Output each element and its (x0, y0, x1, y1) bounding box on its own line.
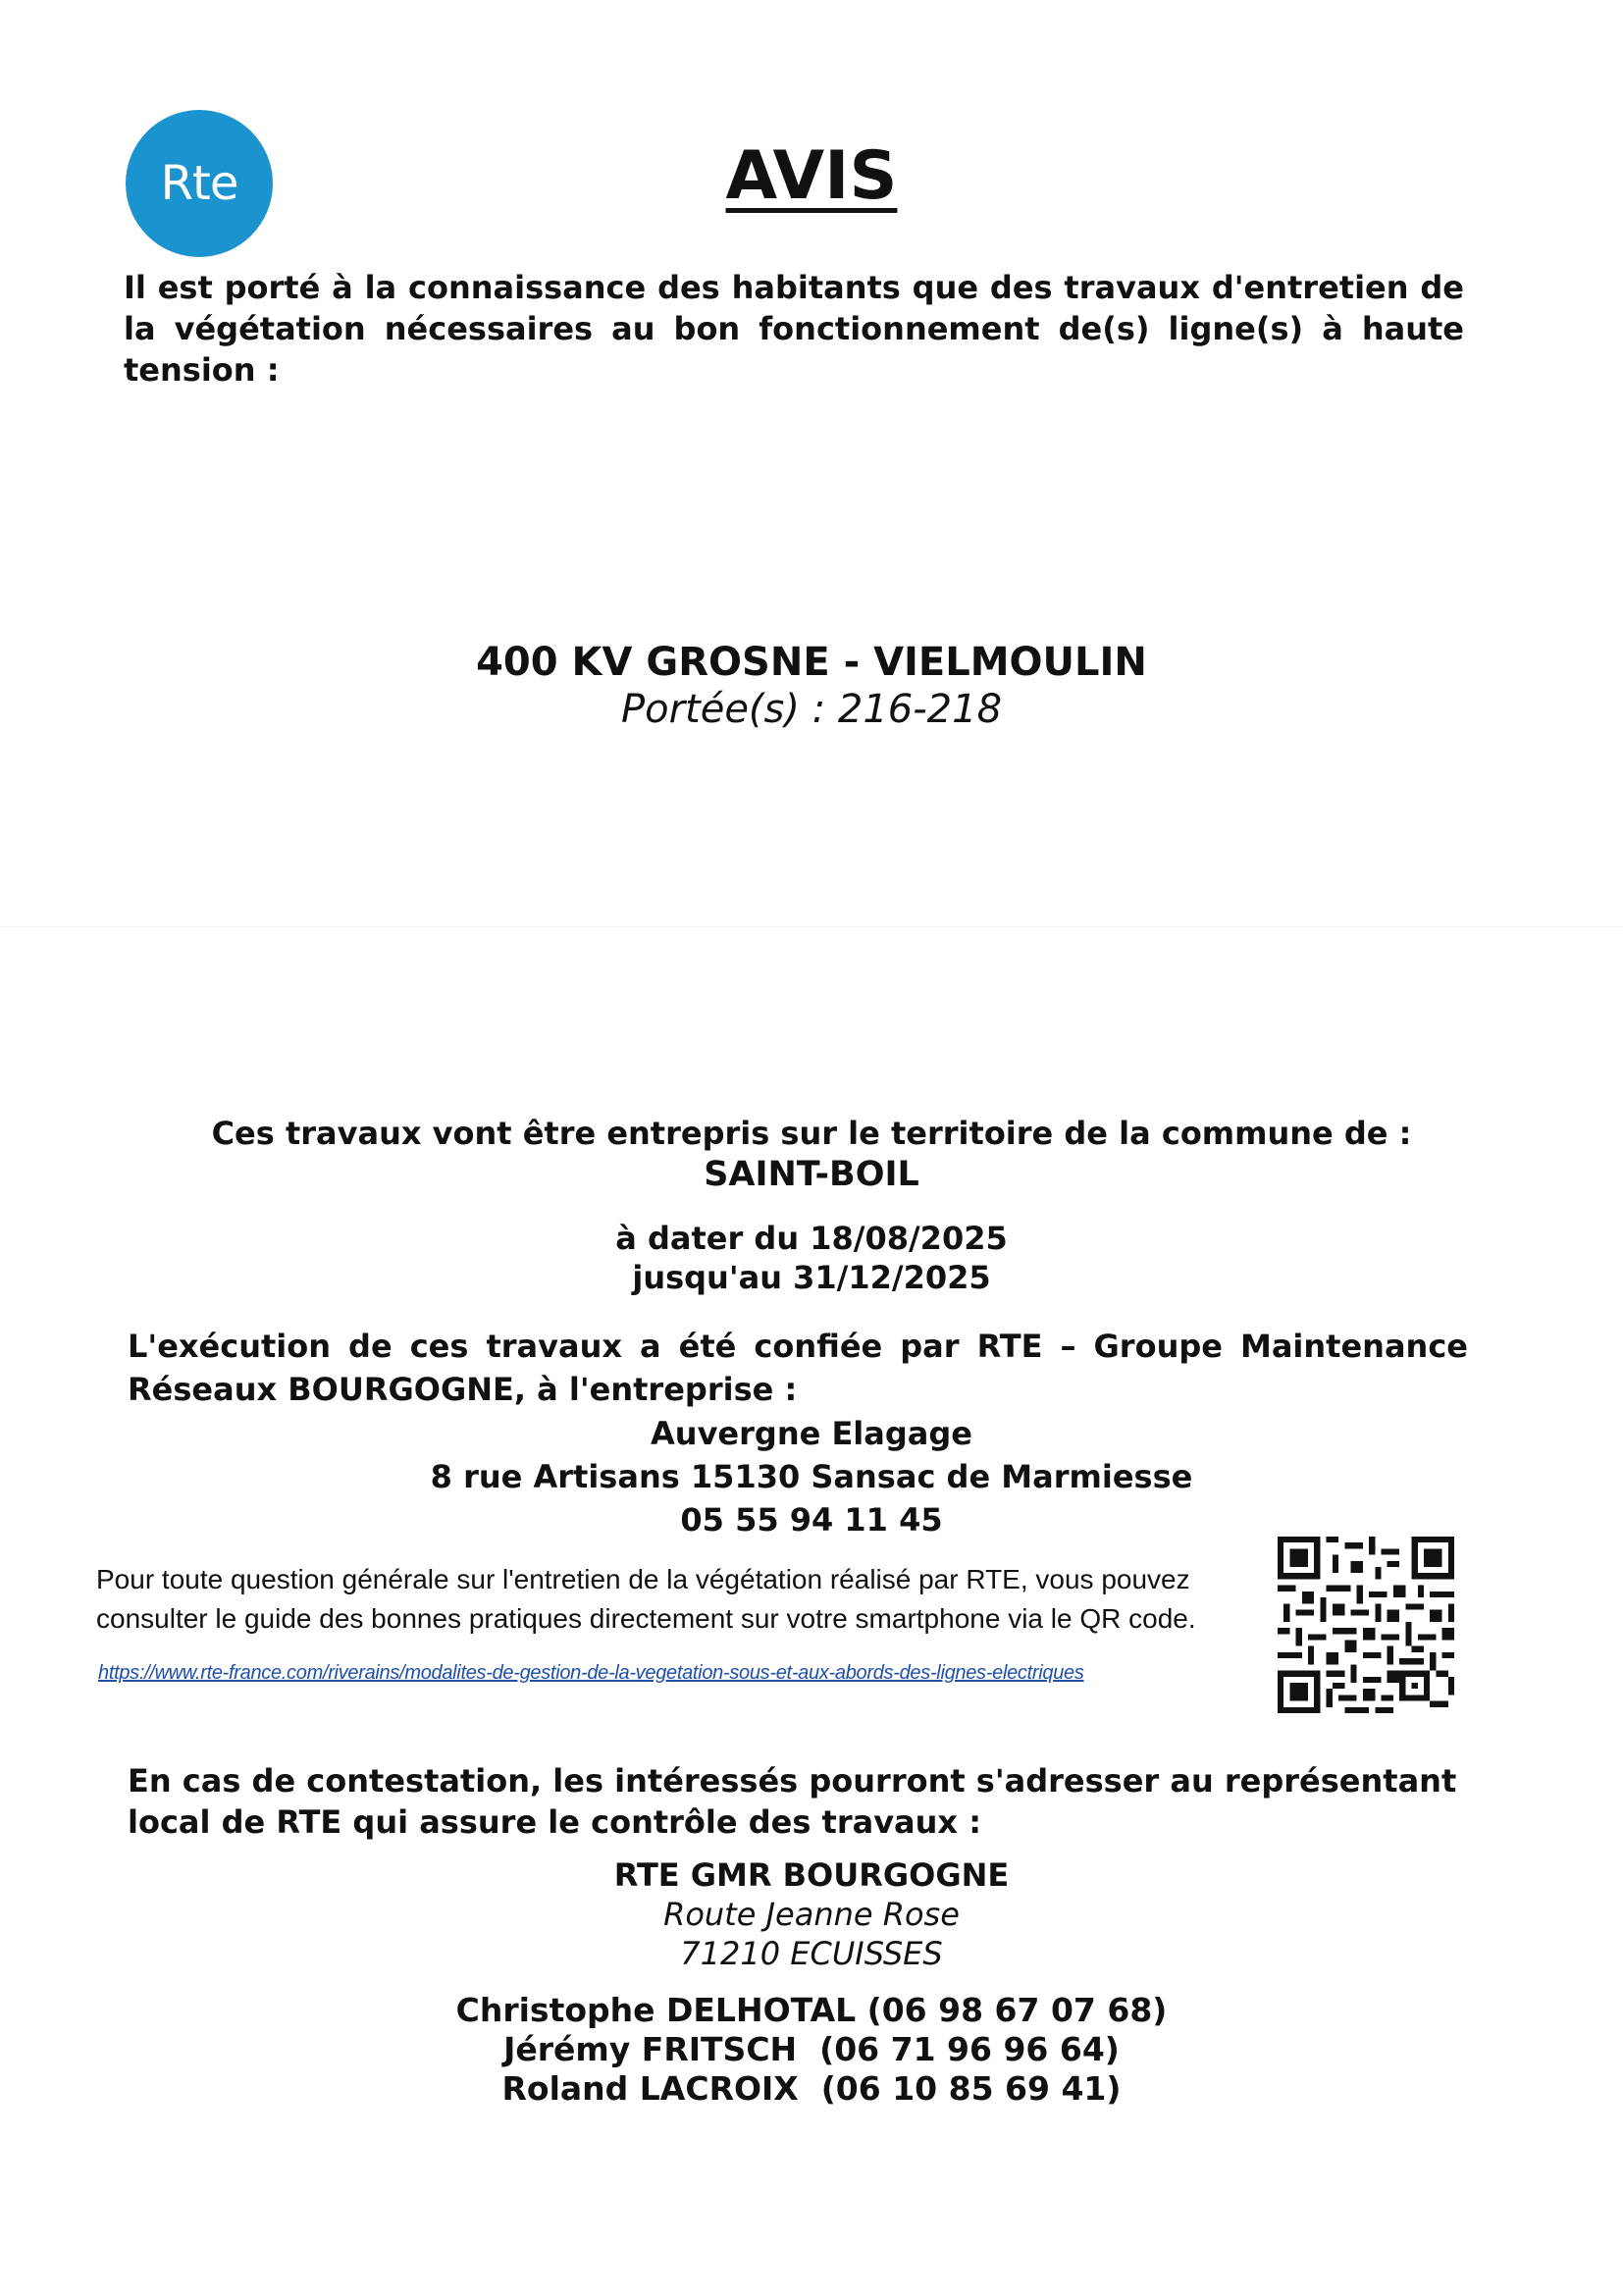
page-title: AVIS (725, 137, 898, 215)
rte-logo-text: Rte (160, 156, 238, 211)
contestation-paragraph: En cas de contestation, les intéressés pourront s'adresser au représentant local de RTE qui assure le contrôle des travaux : (128, 1762, 1457, 1841)
contact-line: Jérémy FRITSCH (06 71 96 96 64) (503, 2030, 1120, 2068)
vegetation-guide-link[interactable]: https://www.rte-france.com/riverains/modalites-de-gestion-de-la-vegetation-sous-et-aux-abords-des-lignes-electriques (98, 1662, 1084, 1684)
scan-fold-line (0, 926, 1623, 927)
contact-line: Roland LACROIX (06 10 85 69 41) (501, 2069, 1122, 2108)
contact-line: Christophe DELHOTAL (06 98 67 07 68) (455, 1991, 1168, 2029)
start-date: à dater du 18/08/2025 (615, 1220, 1008, 1257)
representative-name: RTE GMR BOURGOGNE (613, 1856, 1010, 1894)
contractor-address: 8 rue Artisans 15130 Sansac de Marmiesse (430, 1458, 1193, 1495)
representative-city: 71210 ECUISSES (680, 1935, 943, 1972)
power-line-name: 400 KV GROSNE - VIELMOULIN (476, 640, 1147, 685)
end-date: jusqu'au 31/12/2025 (632, 1259, 991, 1296)
qr-code-icon[interactable] (1278, 1537, 1454, 1713)
commune-intro: Ces travaux vont être entrepris sur le territoire de la commune de : (211, 1115, 1412, 1152)
power-line-spans: Portée(s) : 216-218 (620, 687, 1003, 732)
representative-street: Route Jeanne Rose (663, 1896, 960, 1933)
contractor-name: Auvergne Elagage (651, 1415, 972, 1452)
contractor-phone: 05 55 94 11 45 (680, 1501, 943, 1539)
info-paragraph: Pour toute question générale sur l'entretien de la végétation réalisé par RTE, vous pouvez consulter le guide des bonnes pratiques directement sur votre smartphone via le QR code. (96, 1564, 1196, 1634)
intro-paragraph: Il est porté à la connaissance des habitants que des travaux d'entretien de la végétation nécessaires au bon fonctionnement de(s) ligne(s) à haute tension : (124, 269, 1464, 389)
commune-name: SAINT-BOIL (704, 1155, 919, 1194)
execution-paragraph: L'exécution de ces travaux a été confiée par RTE – Groupe Maintenance Réseaux BOURGOGNE, à l'entreprise : (128, 1328, 1468, 1408)
